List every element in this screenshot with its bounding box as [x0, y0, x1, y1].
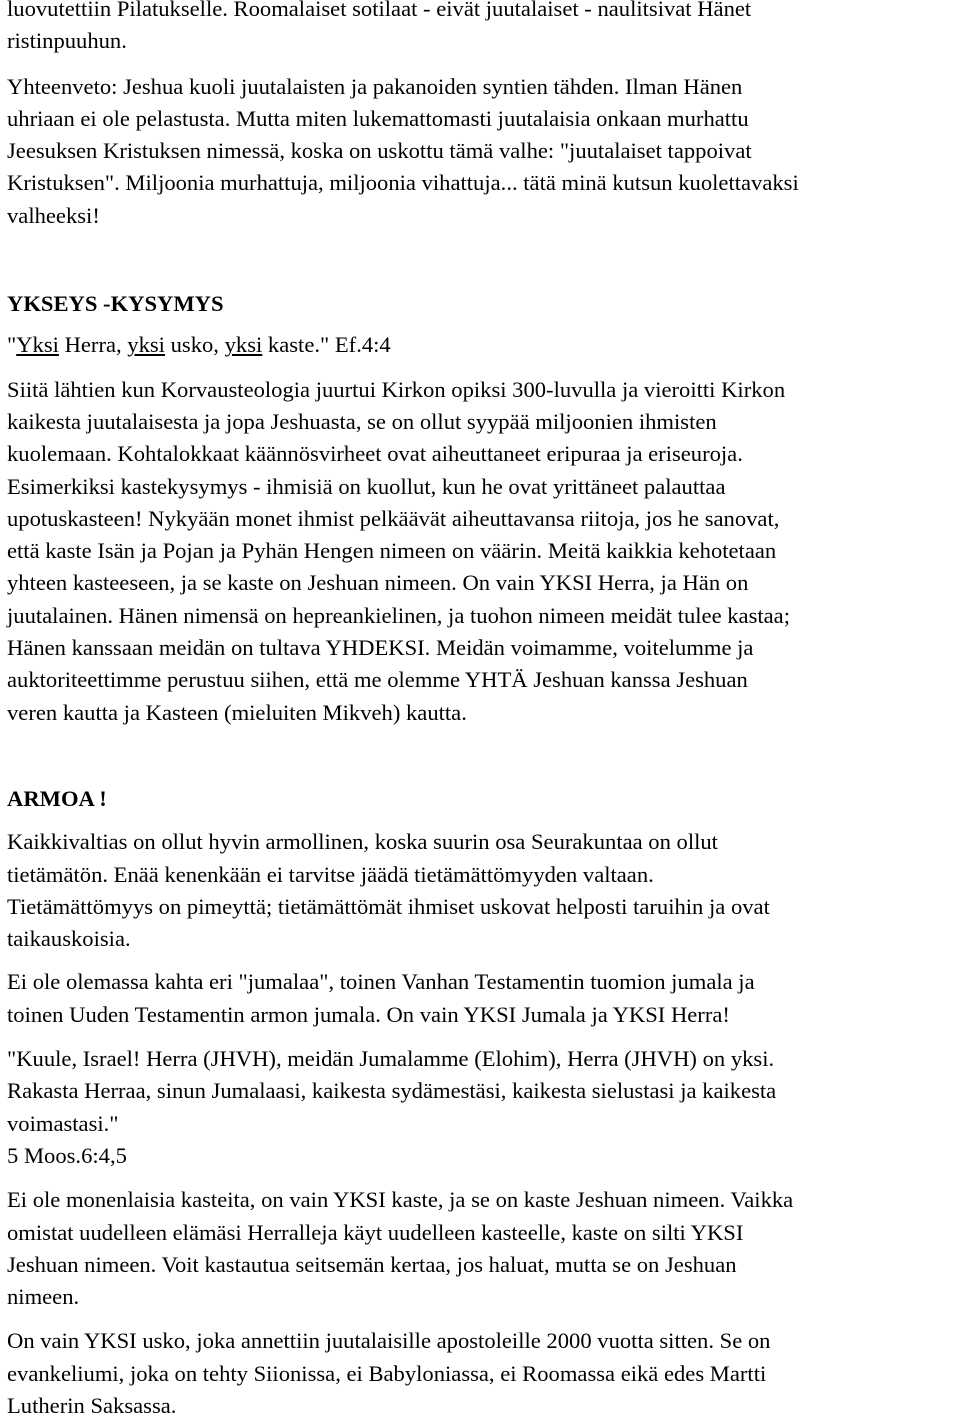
text-line: "Kuule, Israel! Herra (JHVH), meidän Jumalamme (Elohim), Herra (JHVH) on yksi. [7, 1046, 775, 1072]
grace-paragraph-1 [7, 826, 953, 955]
quote-mark: " [7, 332, 17, 358]
text-line: Hänen kanssaan meidän on tultava YHDEKSI. Meidän voimamme, voitelumme ja [7, 635, 754, 661]
text-line: taikauskoisia. [7, 926, 131, 952]
text-line: nimeen. [7, 1284, 80, 1310]
document-page [7, 0, 953, 1422]
text-line: kuolemaan. Kohtalokkaat käännösvirheet ovat aiheuttaneet eripuraa ja eriseuroja. [7, 441, 743, 467]
text-line: Rakasta Herraa, sinun Jumalaasi, kaikesta sydämestäsi, kaikesta sielustasi ja kaikesta [7, 1078, 777, 1104]
scripture-reference [7, 1140, 953, 1172]
text-line: Esimerkiksi kastekysymys - ihmisiä on kuollut, kun he ovat yrittäneet palauttaa [7, 473, 726, 499]
grace-paragraph-2 [7, 966, 953, 1031]
quote-text: Herra, [58, 332, 128, 358]
text-line: ristinpuuhun. [7, 28, 127, 54]
text-line: Jeesuksen Kristuksen nimessä, koska on uskottu tämä valhe: "juutalaiset tappoivat [7, 138, 752, 164]
continuation-paragraph [7, 0, 953, 58]
text-line: On vain YKSI usko, joka annettiin juutalaisille apostoleille 2000 vuotta sitten. Se on [7, 1328, 771, 1354]
text-line: upotuskasteen! Nykyään monet ihmist pelkäävät aiheuttavansa riitoja, jos he sanovat, [7, 505, 780, 531]
unity-body-paragraph [7, 374, 953, 729]
text-line: Siitä lähtien kun Korvausteologia juurtui Kirkon opiksi 300-luvulla ja vieroitti Kirkon [7, 376, 786, 402]
unity-quote [7, 329, 953, 361]
text-line: tietämätön. Enää kenenkään ei tarvitse jäädä tietämättömyyden valtaan. [7, 861, 654, 887]
text-line: Ei ole olemassa kahta eri "jumalaa", toinen Vanhan Testamentin tuomion jumala ja [7, 969, 755, 995]
unity-section-heading: YKSEYS -KYSYMYS [7, 291, 224, 317]
grace-paragraph-5 [7, 1325, 953, 1422]
grace-paragraph-4 [7, 1184, 953, 1313]
text-line: kaikesta juutalaisesta ja jopa Jeshuasta, se on ollut syypää miljoonien ihmisten [7, 408, 717, 434]
quote-text: kaste." Ef.4:4 [262, 332, 391, 358]
underlined-word: Yksi [16, 332, 59, 358]
text-line: valheeksi! [7, 202, 100, 228]
underlined-word: yksi [224, 332, 263, 358]
text-line: Jeshuan nimeen. Voit kastautua seitsemän kertaa, jos haluat, mutta se on Jeshuan [7, 1251, 737, 1277]
text-line: että kaste Isän ja Pojan ja Pyhän Hengen nimeen on väärin. Meitä kaikkia kehotetaan [7, 538, 777, 564]
text-line: yhteen kasteeseen, ja se kaste on Jeshuan nimeen. On vain YKSI Herra, ja Hän on [7, 570, 749, 596]
quote-text: usko, [164, 332, 225, 358]
text-line: Kristuksen". Miljoonia murhattuja, miljoonia vihattuja... tätä minä kutsun kuolettavaksi [7, 170, 799, 196]
text-line: toinen Uuden Testamentin armon jumala. On vain YKSI Jumala ja YKSI Herra! [7, 1001, 730, 1027]
underlined-word: yksi [127, 332, 165, 358]
text-line: Yhteenveto: Jeshua kuoli juutalaisten ja pakanoiden syntien tähden. Ilman Hänen [7, 73, 743, 99]
text-line: luovutettiin Pilatukselle. Roomalaiset sotilaat - eivät juutalaiset - naulitsivat Hänet [7, 0, 752, 21]
text-line: Lutherin Saksassa. [7, 1392, 177, 1418]
text-line: Kaikkivaltias on ollut hyvin armollinen, koska suurin osa Seurakuntaa on ollut [7, 829, 718, 855]
text-line: juutalainen. Hänen nimensä on hepreankielinen, ja tuohon nimeen meidät tulee kastaa; [7, 602, 790, 628]
text-line: 5 Moos.6:4,5 [7, 1142, 127, 1168]
text-line: Ei ole monenlaisia kasteita, on vain YKSI kaste, ja se on kaste Jeshuan nimeen. Vaikka [7, 1187, 794, 1213]
text-line: uhriaan ei ole pelastusta. Mutta miten lukemattomasti juutalaisia onkaan murhattu [7, 105, 749, 131]
text-line: auktoriteettimme perustuu siihen, että me olemme YHTÄ Jeshuan kanssa Jeshuan [7, 667, 748, 693]
text-line: omistat uudelleen elämäsi Herralleja käyt uudelleen kasteelle, kaste on silti YKSI [7, 1219, 744, 1245]
text-line: Tietämättömyys on pimeyttä; tietämättömät ihmiset uskovat helposti taruihin ja ovat [7, 893, 770, 919]
text-line: evankeliumi, joka on tehty Siionissa, ei Babyloniassa, ei Roomassa eikä edes Martti [7, 1360, 767, 1386]
text-line: veren kautta ja Kasteen (mieluiten Mikveh) kautta. [7, 699, 467, 725]
scripture-quote-paragraph [7, 1043, 953, 1140]
grace-section-heading: ARMOA ! [7, 785, 107, 811]
text-line: voimastasi." [7, 1110, 119, 1136]
summary-paragraph [7, 71, 953, 232]
